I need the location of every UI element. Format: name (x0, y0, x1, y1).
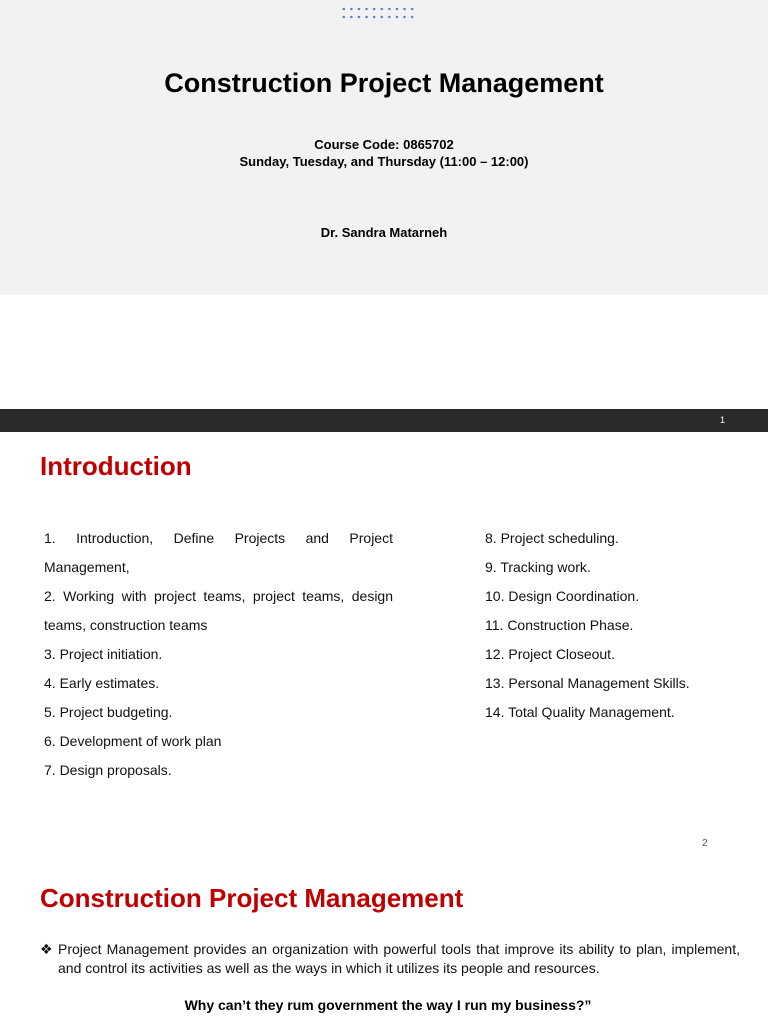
list-item: 9. Tracking work. (485, 559, 591, 575)
instructor-name: Dr. Sandra Matarneh (320, 225, 448, 240)
page-number-2: 2 (702, 838, 708, 849)
title-slide (0, 0, 768, 295)
cpm-heading: Construction Project Management (40, 883, 464, 913)
dot-pattern-decoration (340, 5, 418, 21)
quote-text: Why can’t they rum government the way I run my business?” (184, 997, 592, 1013)
list-item: 1. Introduction, Define Projects and Project Management, (44, 530, 393, 575)
list-item: 6. Development of work plan (44, 733, 222, 749)
course-schedule: Sunday, Tuesday, and Thursday (11:00 – 12:00) (239, 154, 529, 169)
bullet-paragraph (40, 940, 740, 978)
list-item: 13. Personal Management Skills. (485, 675, 690, 691)
course-code: Course Code: 0865702 (314, 137, 454, 152)
list-item: 4. Early estimates. (44, 675, 160, 691)
bullet-text: Project Management provides an organization with powerful tools that improve its ability to plan, implement, and control its activities as well as the ways in which it utilizes its people and resources. (58, 941, 740, 976)
diamond-bullet-icon: ❖ (40, 941, 53, 957)
introduction-heading: Introduction (40, 451, 192, 481)
list-item: 3. Project initiation. (44, 646, 163, 662)
list-item: 7. Design proposals. (44, 762, 172, 778)
page-number-1: 1 (719, 415, 725, 425)
topics-left-column (44, 524, 393, 785)
list-item: 8. Project scheduling. (485, 530, 619, 546)
topics-right-column (485, 524, 745, 727)
course-title: Construction Project Management (164, 68, 604, 98)
list-item: 12. Project Closeout. (485, 646, 615, 662)
list-item: 11. Construction Phase. (485, 617, 634, 633)
list-item: 14. Total Quality Management. (485, 704, 675, 720)
slide-divider-bar (0, 409, 768, 432)
list-item: 5. Project budgeting. (44, 704, 173, 720)
list-item: 2. Working with project teams, project teams, design teams, construction teams (44, 588, 393, 633)
list-item: 10. Design Coordination. (485, 588, 640, 604)
